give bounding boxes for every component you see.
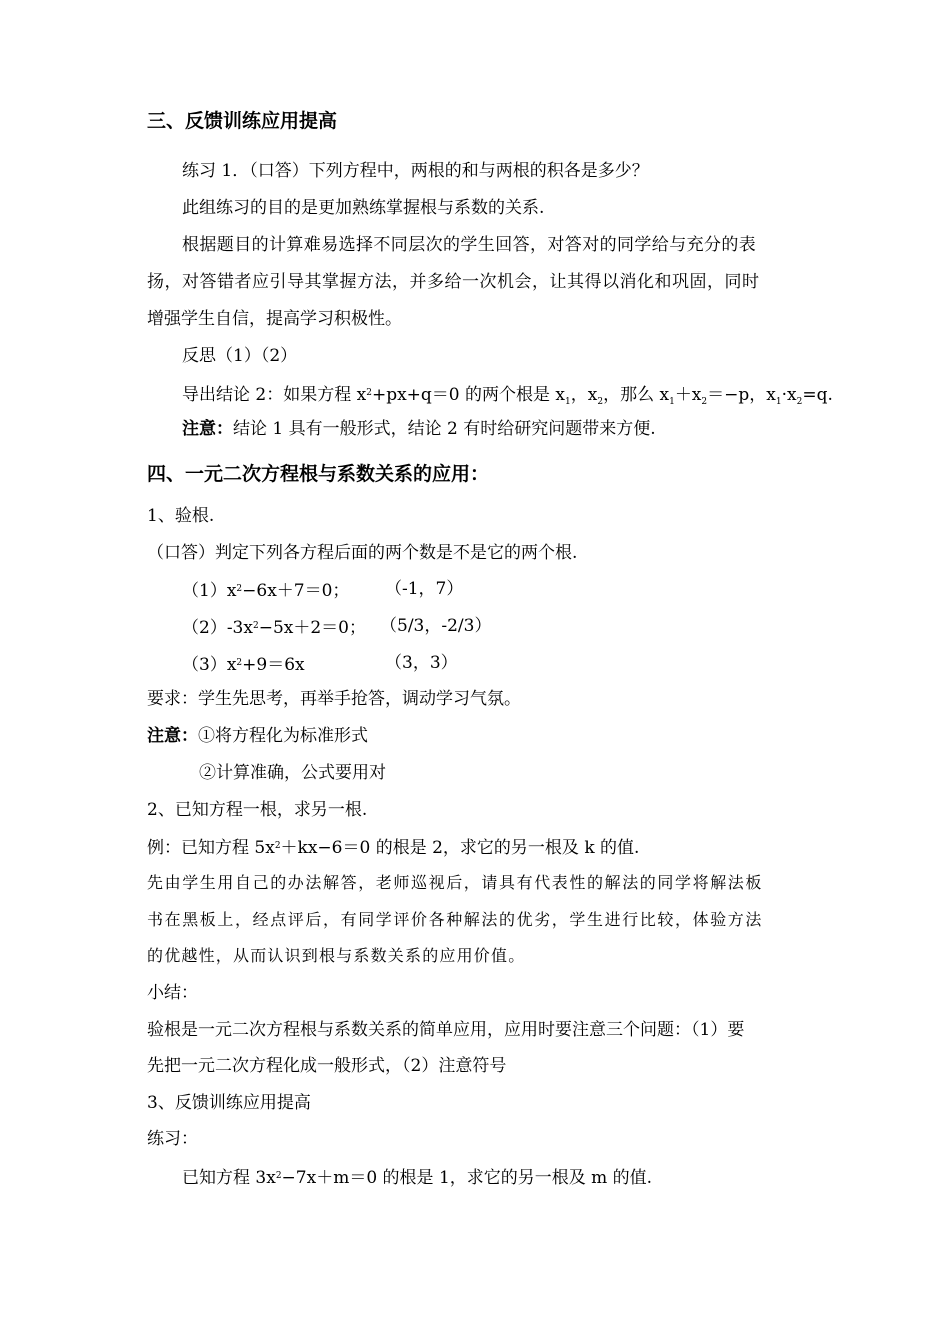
equation-1-roots: （-1，7） [385, 579, 464, 599]
conclusion-2: 导出结论 2：如果方程 $x^2+px+q=0$ 的两个根是 $x_1$，$x_2$，那么 $x_1+x_2=-p$，$x_1\cdot x_2=q$. [182, 385, 833, 407]
paragraph-purpose: 此组练习的目的是更加熟练掌握根与系数的关系. [182, 198, 545, 218]
example: 例：已知方程 $5x^2+kx-6=0$ 的根是 2，求它的另一根及 k 的值. [147, 838, 640, 858]
equation-2: $(2)-3x^2-5x+2=0$； [182, 618, 366, 638]
summary-line-1: 验根是一元二次方程根与系数关系的简单应用，应用时要注意三个问题：（1）要 [147, 1020, 745, 1040]
process-line-3: 的优越性，从而认识到根与系数关系的应用价值。 [147, 946, 526, 965]
note-standard-form: 注意：①将方程化为标准形式 [147, 726, 368, 746]
note-label: 注意： [147, 726, 198, 746]
subsection-1-title: 1、验根. [147, 506, 215, 526]
note-label: 注意： [182, 419, 233, 439]
paragraph-method-line-2: 扬，对答错者应引导其掌握方法，并多给一次机会，让其得以消化和巩固，同时 [147, 272, 760, 292]
paragraph-method-line-3: 增强学生自信，提高学习积极性。 [147, 309, 402, 329]
heading-section-4: 四、一元二次方程根与系数关系的应用： [147, 463, 490, 485]
note-conclusions: 注意：结论 1 具有一般形式，结论 2 有时给研究问题带来方便. [182, 419, 656, 439]
summary-title: 小结： [147, 983, 198, 1003]
equation-3-roots: （3，3） [385, 653, 458, 673]
paragraph-method-line-1: 根据题目的计算难易选择不同层次的学生回答，对答对的同学给与充分的表 [182, 235, 757, 255]
process-line-2: 书在黑板上，经点评后，有同学评价各种解法的优劣，学生进行比较，体验方法 [147, 910, 764, 929]
subsection-2-title: 2、已知方程一根，求另一根. [147, 800, 368, 820]
equation-1: $(1)x^2-6x+7=0$； [182, 581, 350, 601]
equation-3: $(3)x^2+9=6x$ [182, 655, 305, 675]
practice-label: 练习： [147, 1129, 198, 1149]
equation-2-roots: （5/3，-2/3） [380, 616, 492, 636]
summary-line-2: 先把一元二次方程化成一般形式，（2）注意符号 [147, 1056, 507, 1076]
note-accurate: ②计算准确，公式要用对 [199, 763, 386, 783]
practice-problem: 已知方程 $3x^2-7x+m=0$ 的根是 1，求它的另一根及 m 的值. [182, 1168, 653, 1188]
heading-section-3: 三、反馈训练应用提高 [147, 110, 338, 132]
subsection-3-title: 3、反馈训练应用提高 [147, 1093, 311, 1113]
oral-question: （口答）判定下列各方程后面的两个数是不是它的两个根. [147, 543, 578, 563]
paragraph-reflection: 反思（1）（2） [182, 346, 298, 366]
requirement: 要求：学生先思考，再举手抢答，调动学习气氛。 [147, 689, 521, 709]
process-line-1: 先由学生用自己的办法解答，老师巡视后，请具有代表性的解法的同学将解法板 [147, 873, 764, 892]
paragraph-exercise-1: 练习 1．（口答）下列方程中，两根的和与两根的积各是多少？ [182, 161, 649, 181]
